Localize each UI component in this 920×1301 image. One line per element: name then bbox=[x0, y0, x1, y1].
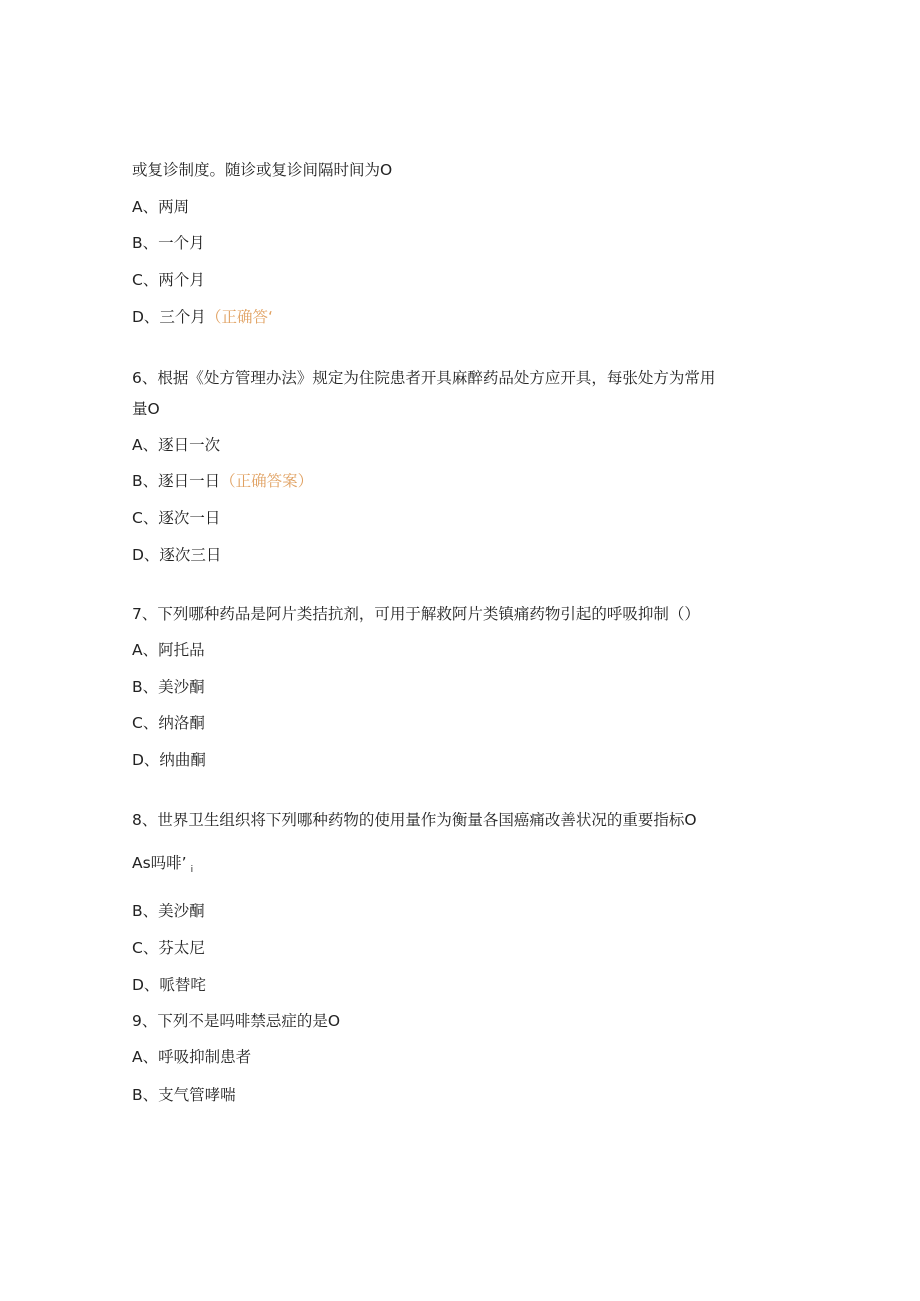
q6-option-d: D、逐次三日 bbox=[132, 546, 222, 564]
q6-answer-mark: （正确答案） bbox=[220, 472, 314, 490]
q8-option-a bbox=[132, 853, 193, 880]
q5-option-d bbox=[132, 307, 273, 327]
q5-stem-tail: 或复诊制度。随诊或复诊间隔时间为O bbox=[132, 161, 393, 179]
q9-option-b: B、支气管哮喘 bbox=[132, 1086, 236, 1104]
q5-option-b: B、一个月 bbox=[132, 234, 205, 252]
q5-answer-mark: （正确答‘ bbox=[205, 308, 273, 326]
q6-option-b bbox=[132, 471, 313, 491]
q5-option-c: C、两个月 bbox=[132, 271, 205, 289]
q6-option-a: A、逐日一次 bbox=[132, 436, 221, 454]
q8-option-c: C、芬太尼 bbox=[132, 939, 205, 957]
q7-option-b: B、美沙酮 bbox=[132, 678, 205, 696]
q6-stem-line1: 6、根据《处方管理办法》规定为住院患者开具麻醉药品处方应开具，每张处方为常用 bbox=[132, 369, 716, 387]
q7-option-a: A、阿托品 bbox=[132, 641, 205, 659]
q5-option-a: A、两周 bbox=[132, 198, 190, 216]
q8-option-a-suffix: i bbox=[190, 865, 194, 875]
q6-stem-line2: 量O bbox=[132, 400, 160, 418]
q9-stem: 9、下列不是吗啡禁忌症的是O bbox=[132, 1012, 341, 1030]
q8-option-d: D、哌替咤 bbox=[132, 976, 206, 994]
q6-option-b-text: B、逐日一日 bbox=[132, 472, 221, 490]
q8-option-a-text: As吗啡’ bbox=[132, 854, 187, 872]
q9-option-a: A、呼吸抑制患者 bbox=[132, 1048, 252, 1066]
q8-stem: 8、世界卫生组织将下列哪种药物的使用量作为衡量各国癌痛改善状况的重要指标O bbox=[132, 811, 697, 829]
q6-option-c: C、逐次一日 bbox=[132, 509, 221, 527]
q8-option-b: B、美沙酮 bbox=[132, 902, 205, 920]
q5-option-d-text: D、三个月 bbox=[132, 308, 206, 326]
q7-option-d: D、纳曲酮 bbox=[132, 751, 206, 769]
q7-stem: 7、下列哪种药品是阿片类拮抗剂，可用于解救阿片类镇痛药物引起的呼吸抑制（） bbox=[132, 605, 700, 623]
q7-option-c: C、纳洛酮 bbox=[132, 714, 205, 732]
